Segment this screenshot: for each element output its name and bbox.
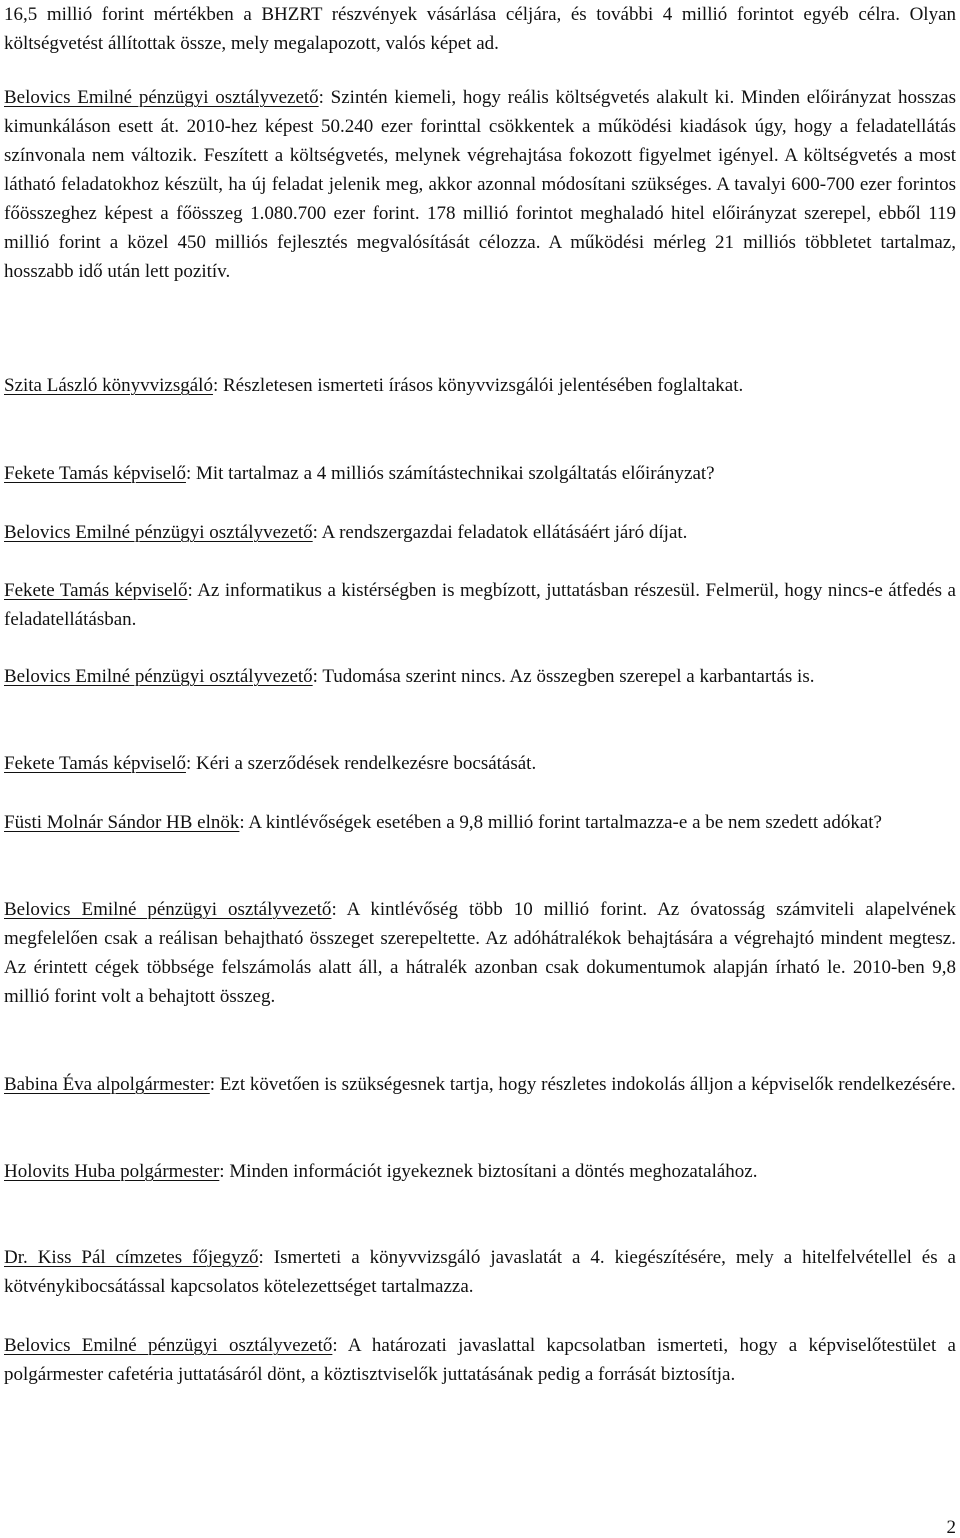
paragraph-fekete-question: [4, 459, 956, 488]
speaker: Belovics Emilné pénzügyi osztályvezető: [4, 666, 313, 687]
speaker-colon: :: [332, 1335, 338, 1356]
paragraph-fusti: [4, 808, 956, 837]
speaker-colon: :: [331, 899, 337, 920]
speaker: Fekete Tamás képviselő: [4, 753, 186, 774]
paragraph-kiss: [4, 1243, 956, 1301]
paragraph-text: Az informatikus a kistérségben is megbízott, juttatásban részesül. Felmerül, hogy nincs-e átfedés a feladatellátásban.: [4, 580, 956, 630]
speaker: Fekete Tamás képviselő: [4, 580, 188, 601]
speaker: Babina Éva alpolgármester: [4, 1074, 210, 1095]
paragraph-belovics-answer: [4, 518, 956, 547]
speaker: Belovics Emilné pénzügyi osztályvezető: [4, 522, 313, 543]
paragraph-text: Minden információt igyekeznek biztosítani a döntés meghozatalához.: [224, 1161, 758, 1182]
paragraph-text: Kéri a szerződések rendelkezésre bocsátását.: [191, 753, 537, 774]
speaker-colon: :: [185, 753, 192, 774]
speaker-colon: :: [258, 1247, 264, 1268]
paragraph-babina: [4, 1070, 956, 1099]
speaker-colon: :: [219, 1161, 225, 1182]
paragraph-text: A határozati javaslattal kapcsolatban ismerteti, hogy a képviselőtestület a polgármester cafetéria juttatásáról dönt, a köztisztviselők juttatásának pedig a forrását biztosítja.: [4, 1335, 956, 1385]
paragraph-text: Ismerteti a könyvvizsgáló javaslatát a 4. kiegészítésére, mely a hitelfelvétellel és a kötvénykibocsátással kapcsolatos kötelezettséget tartalmazza.: [4, 1247, 956, 1297]
speaker: Dr. Kiss Pál címzetes főjegyző: [4, 1247, 259, 1268]
speaker-colon: :: [185, 463, 192, 484]
paragraph-budget-intro: [4, 0, 956, 58]
speaker: Belovics Emilné pénzügyi osztályvezető: [4, 899, 332, 920]
paragraph-belovics-cafeteria: [4, 1331, 956, 1389]
speaker: Belovics Emilné pénzügyi osztályvezető: [4, 1335, 333, 1356]
paragraph-belovics-maintenance: [4, 662, 956, 691]
paragraph-fekete-contracts: [4, 749, 956, 778]
paragraph-text: A kintlévőségek esetében a 9,8 millió forint tartalmazza-e a be nem szedett adókat?: [244, 812, 882, 833]
speaker: Szita László könyvvizsgáló: [4, 375, 213, 396]
paragraph-text: A kintlévőség több 10 millió forint. Az óvatosság számviteli alapelvének megfelelően csak a reálisan behajtható összeget szerepeltette. Az adóhátralékok behajtására a végrehajtó mindent megtesz. Az érintett cégek többsége felszámolás alatt áll, a hátralék azonban csak dokumentumok alapján írható le. 2010-ben 9,8 millió forint volt a behajtott összeg.: [4, 899, 956, 1007]
paragraph-text: Ezt követően is szükségesnek tartja, hogy részletes indokolás álljon a képviselők rendelkezésére.: [215, 1074, 956, 1095]
page-number: 2: [946, 1517, 956, 1538]
paragraph-fekete-informatics: [4, 576, 956, 634]
speaker-colon: :: [212, 375, 219, 396]
paragraph-text: Részletesen ismerteti írásos könyvvizsgálói jelentésében foglaltakat.: [218, 375, 744, 396]
speaker: Füsti Molnár Sándor HB elnök: [4, 812, 240, 833]
speaker-colon: :: [312, 666, 318, 687]
speaker-colon: :: [239, 812, 245, 833]
speaker: Belovics Emilné pénzügyi osztályvezető: [4, 87, 319, 108]
paragraph-text: Szintén kiemeli, hogy reális költségvetés alakult ki. Minden előirányzat hosszas kimunkáláson esett át. 2010-hez képest 50.240 ezer forinttal csökkentek a működési kiadások úgy, hogy a feladatellátás színvonala nem változik. Feszített a költségvetés, melynek végrehajtása fokozott figyelmet igényel. A költségvetés a most látható feladatokhoz készült, ha új feladat jelenik meg, akkor azonnal módosítani szükséges. A tavalyi 600-700 ezer forintos főösszeghez képest a főösszeg 1.080.700 ezer forint. 178 millió forintot meghaladó hitel előirányzat szerepel, ebből 119 millió forint a közel 450 milliós fejlesztés megvalósítását célozza. A működési mérleg 21 milliós többletet tartalmaz, hosszabb idő után lett pozitív.: [4, 87, 956, 282]
paragraph-text: Tudomása szerint nincs. Az összegben szerepel a karbantartás is.: [317, 666, 815, 687]
speaker: Holovits Huba polgármester: [4, 1161, 220, 1182]
speaker-colon: :: [187, 580, 193, 601]
paragraph-belovics-budget: [4, 83, 956, 286]
speaker-colon: :: [209, 1074, 216, 1095]
paragraph-belovics-receivables: [4, 895, 956, 1011]
speaker-colon: :: [318, 87, 324, 108]
paragraph-text: Mit tartalmaz a 4 milliós számítástechnikai szolgáltatás előirányzat?: [191, 463, 715, 484]
speaker: Fekete Tamás képviselő: [4, 463, 186, 484]
paragraph-szita: [4, 371, 956, 400]
paragraph-holovits: [4, 1157, 956, 1186]
speaker-colon: :: [312, 522, 318, 543]
paragraph-text: 16,5 millió forint mértékben a BHZRT részvények vásárlása céljára, és további 4 millió forintot egyéb célra. Olyan költségvetést állítottak össze, mely megalapozott, valós képet ad.: [4, 4, 956, 54]
paragraph-text: A rendszergazdai feladatok ellátásáért járó díjat.: [317, 522, 688, 543]
